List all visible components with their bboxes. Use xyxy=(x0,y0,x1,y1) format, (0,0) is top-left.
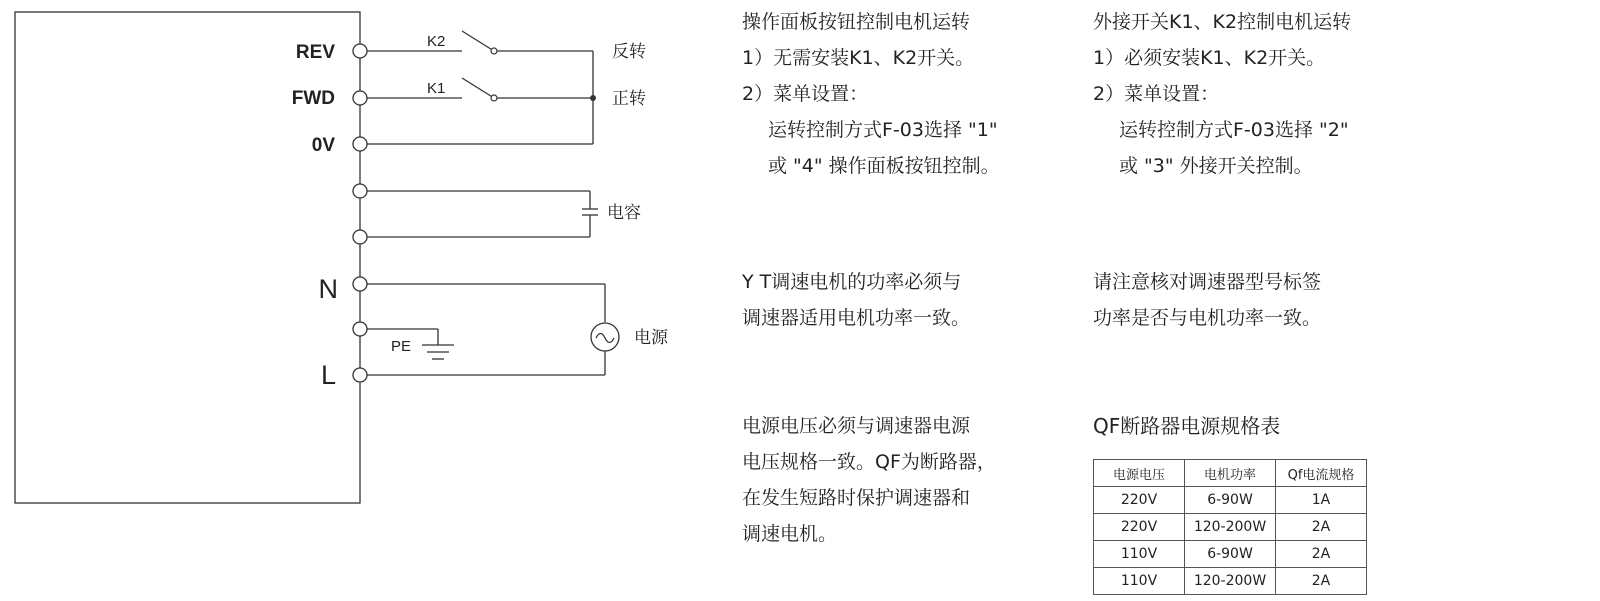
power-match-line1: Y T调速电机的功率必须与 xyxy=(742,271,962,293)
cell-power: 6-90W xyxy=(1185,541,1276,568)
table-row xyxy=(1094,568,1367,595)
voltage-line4: 调速电机。 xyxy=(742,523,838,545)
external-control-line4: 或 "3" 外接开关控制。 xyxy=(1119,155,1313,177)
terminal-fwd xyxy=(353,91,367,105)
power-label: 电源 xyxy=(634,328,668,347)
junction-dot xyxy=(590,95,596,101)
cell-current: 2A xyxy=(1276,541,1367,568)
table-row xyxy=(1094,487,1367,514)
table-row xyxy=(1094,514,1367,541)
voltage-note xyxy=(742,408,996,552)
controller-box xyxy=(15,12,360,503)
cell-voltage: 110V xyxy=(1094,541,1185,568)
terminal-fwd-label: FWD xyxy=(291,88,335,109)
k2-label: K2 xyxy=(427,33,446,50)
panel-control-title: 操作面板按钮控制电机运转 xyxy=(742,11,971,33)
cell-power: 120-200W xyxy=(1185,514,1276,541)
forward-label: 正转 xyxy=(612,89,646,108)
cell-current: 2A xyxy=(1276,568,1367,595)
external-control-line2: 2）菜单设置： xyxy=(1093,83,1220,105)
panel-control-note xyxy=(742,4,1000,184)
terminal-rev-label: REV xyxy=(295,42,335,63)
k1-contact xyxy=(491,95,497,101)
pe-label: PE xyxy=(391,338,412,355)
qf-spec-table xyxy=(1093,459,1367,595)
voltage-line1: 电源电压必须与调速器电源 xyxy=(742,415,971,437)
panel-control-line3: 运转控制方式F-03选择 "1" xyxy=(768,119,998,141)
terminal-pe xyxy=(353,322,367,336)
panel-control-line4: 或 "4" 操作面板按钮控制。 xyxy=(768,155,1000,177)
table-header-row xyxy=(1094,460,1367,487)
panel-control-line2: 2）菜单设置： xyxy=(742,83,869,105)
header-voltage: 电源电压 xyxy=(1094,460,1185,487)
sine-icon xyxy=(596,334,614,343)
external-control-note xyxy=(1093,4,1351,184)
cell-voltage: 220V xyxy=(1094,514,1185,541)
terminal-cap-2 xyxy=(353,230,367,244)
check-model-note xyxy=(1093,264,1321,336)
terminal-l xyxy=(353,368,367,382)
panel-control-line1: 1）无需安装K1、K2开关。 xyxy=(742,47,975,69)
header-current: Qf电流规格 xyxy=(1276,460,1367,487)
check-model-line2: 功率是否与电机功率一致。 xyxy=(1093,307,1322,329)
cell-current: 2A xyxy=(1276,514,1367,541)
voltage-line2: 电压规格一致。QF为断路器， xyxy=(742,451,996,473)
k1-label: K1 xyxy=(427,80,446,97)
terminal-n-label: N xyxy=(318,274,338,304)
terminal-rev xyxy=(353,44,367,58)
check-model-line1: 请注意核对调速器型号标签 xyxy=(1093,271,1322,293)
terminal-cap-1 xyxy=(353,184,367,198)
header-power: 电机功率 xyxy=(1185,460,1276,487)
qf-table-title: QF断路器电源规格表 xyxy=(1093,414,1281,438)
power-match-line2: 调速器适用电机功率一致。 xyxy=(742,307,971,329)
table-row xyxy=(1094,541,1367,568)
cell-power: 6-90W xyxy=(1185,487,1276,514)
voltage-line3: 在发生短路时保护调速器和 xyxy=(742,487,971,509)
cell-current: 1A xyxy=(1276,487,1367,514)
cell-voltage: 110V xyxy=(1094,568,1185,595)
terminal-n xyxy=(353,277,367,291)
cell-voltage: 220V xyxy=(1094,487,1185,514)
k2-contact xyxy=(491,48,497,54)
external-control-line1: 1）必须安装K1、K2开关。 xyxy=(1093,47,1326,69)
k1-switch-blade xyxy=(462,78,494,98)
capacitor-label: 电容 xyxy=(607,203,641,222)
cell-power: 120-200W xyxy=(1185,568,1276,595)
terminal-0v xyxy=(353,137,367,151)
terminal-l-label: L xyxy=(320,360,336,390)
power-match-note xyxy=(742,264,970,336)
wiring-diagram xyxy=(0,0,700,601)
external-control-title: 外接开关K1、K2控制电机运转 xyxy=(1093,11,1352,33)
terminal-0v-label: 0V xyxy=(311,135,335,156)
external-control-line3: 运转控制方式F-03选择 "2" xyxy=(1119,119,1349,141)
reverse-label: 反转 xyxy=(612,42,646,61)
k2-switch-blade xyxy=(462,31,494,51)
